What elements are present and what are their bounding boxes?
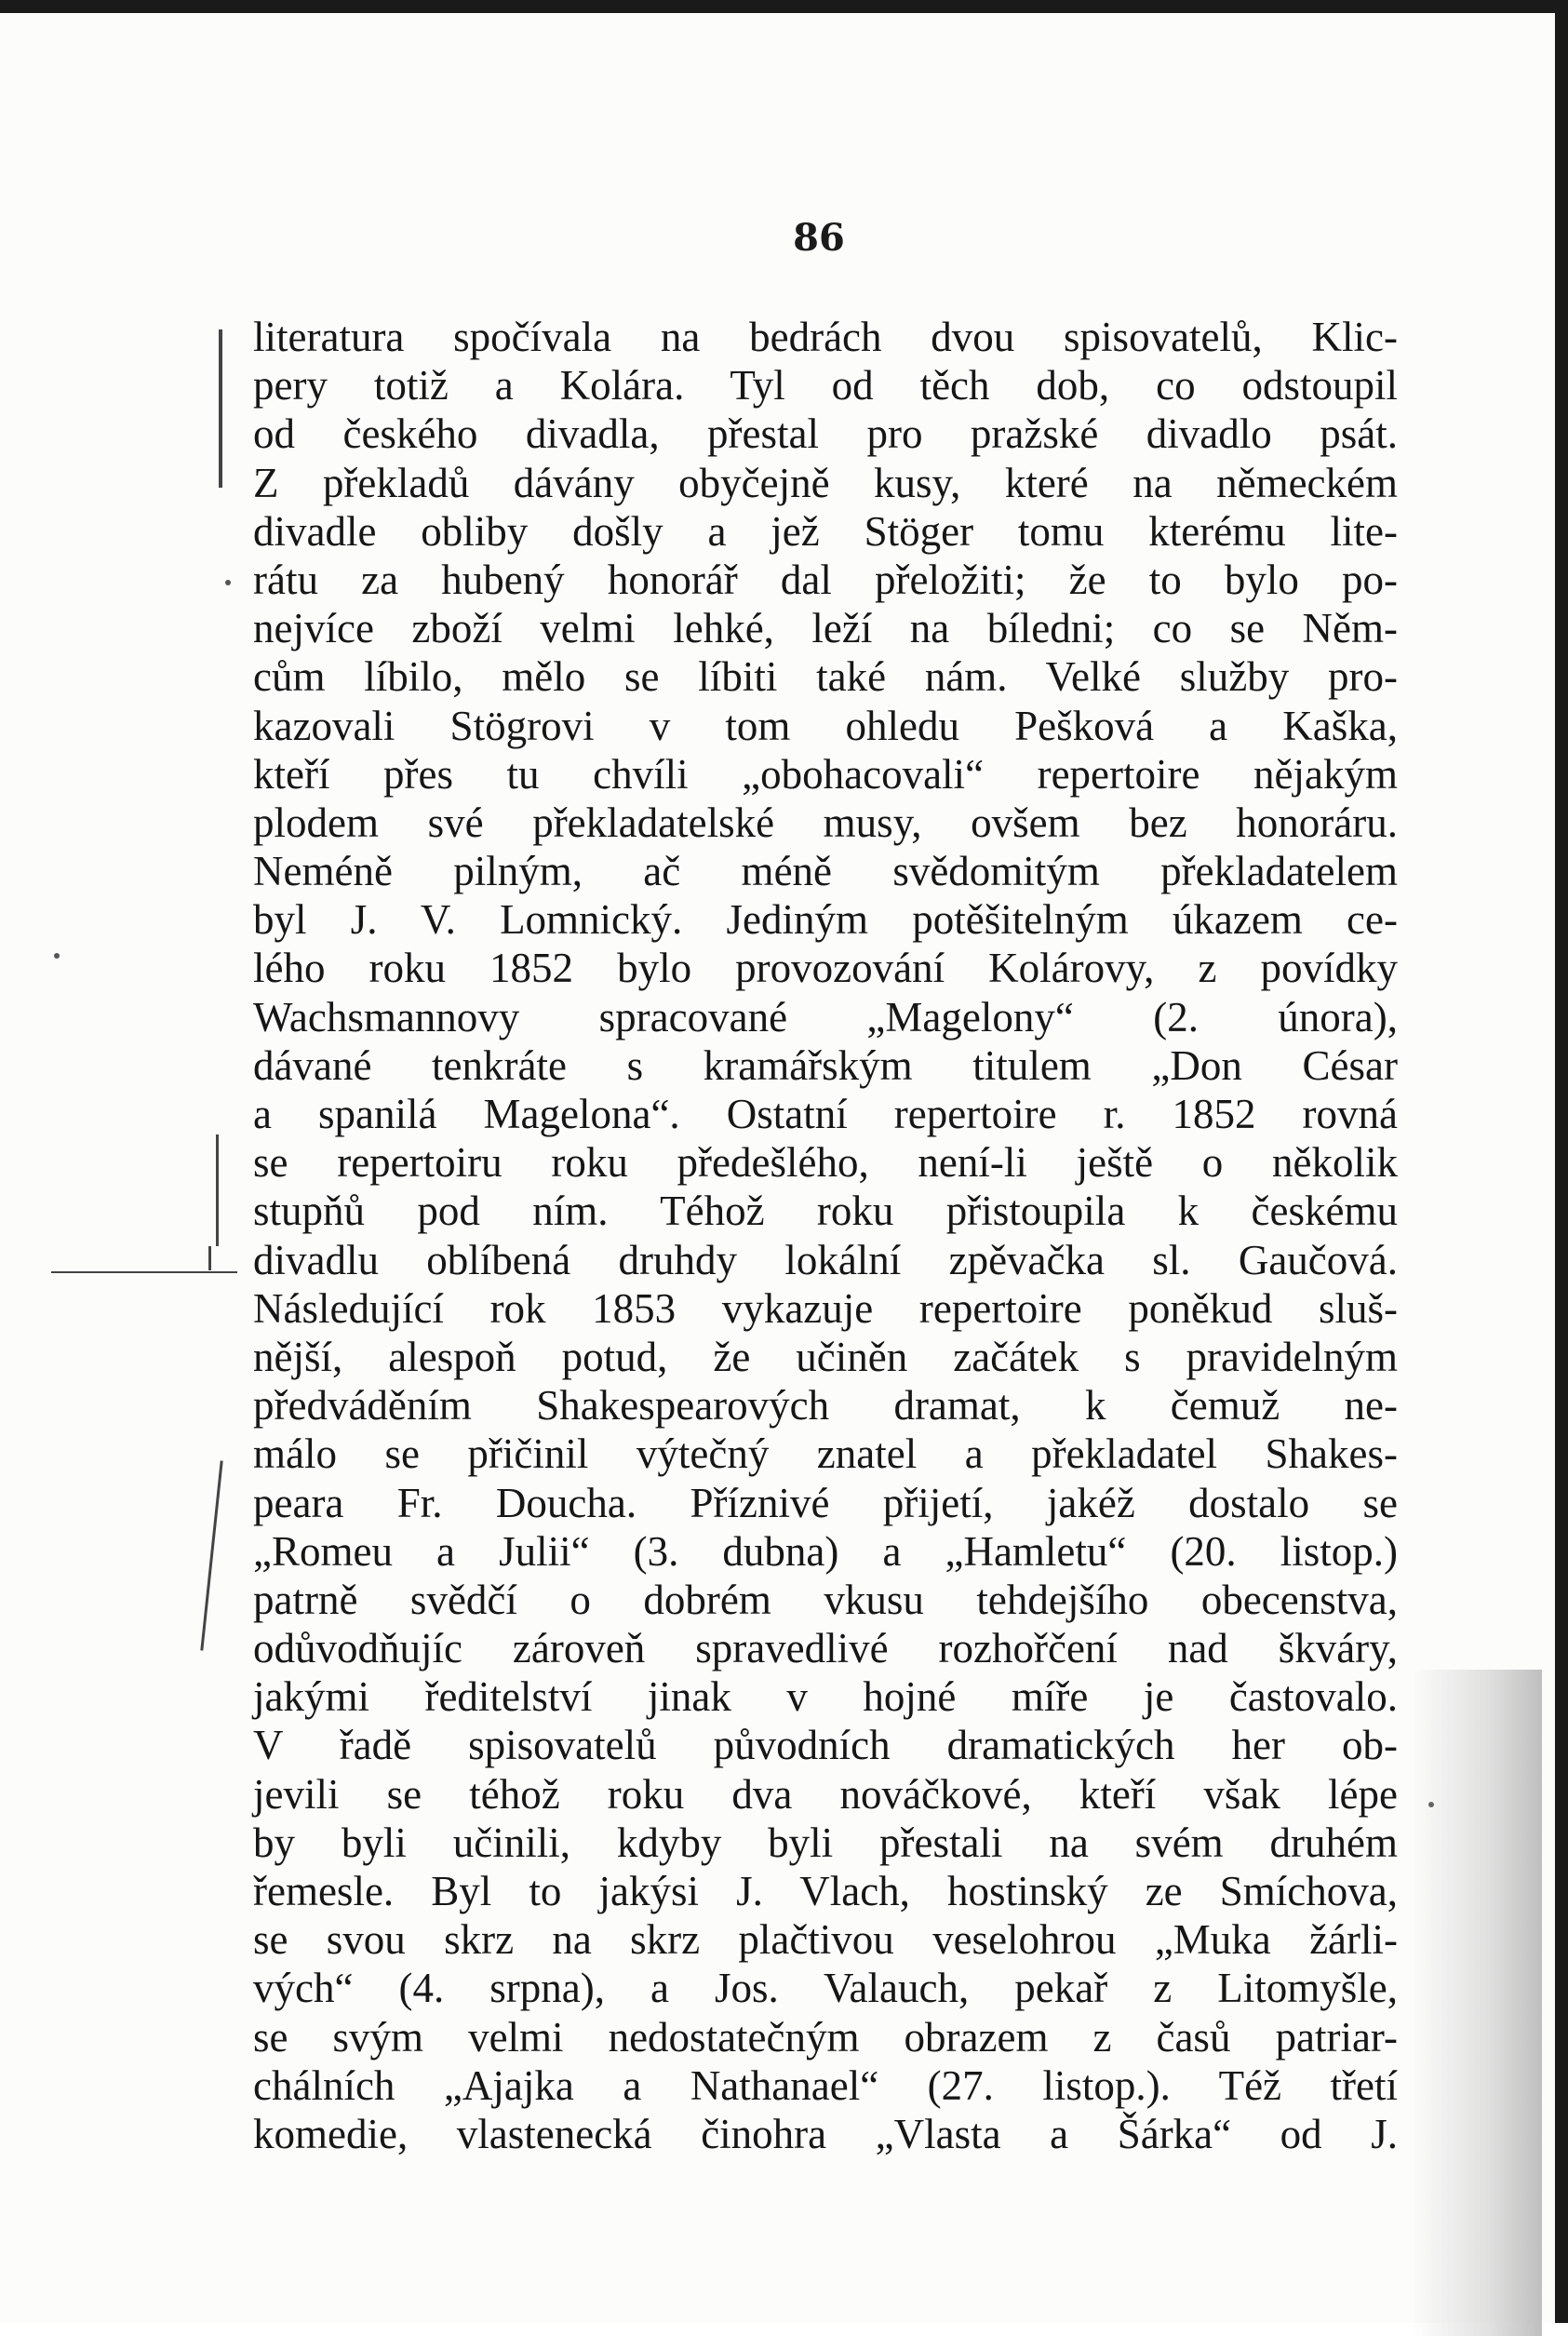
- text-line: Neméně pilným, ač méně svědomitým překladatelem: [253, 848, 1398, 895]
- speck: [54, 953, 60, 959]
- text-line: Wachsmannovy spracované „Magelony“ (2. února),: [253, 993, 1398, 1040]
- text-line: peara Fr. Doucha. Příznivé přijetí, jakéž dostalo se: [253, 1479, 1398, 1526]
- text-line: od českého divadla, přestal pro pražské divadlo psát.: [253, 410, 1398, 458]
- text-line: jakými ředitelství jinak v hojné míře je častovalo.: [253, 1673, 1398, 1721]
- text-line: chálních „Ajajka a Nathanael“ (27. listop.). Též třetí: [253, 2061, 1398, 2109]
- text-line: se repertoiru roku předešlého, není-li ještě o několik: [253, 1139, 1398, 1187]
- text-line: lého roku 1852 bylo provozování Kolárovy, z povídky: [253, 945, 1398, 992]
- text-line: „Romeu a Julii“ (3. dubna) a „Hamletu“ (20. listop.): [253, 1527, 1398, 1575]
- margin-mark: [208, 1246, 211, 1270]
- margin-mark: [51, 1271, 237, 1273]
- text-line: nejvíce zboží velmi lehké, leží na bíledni; co se Něm-: [253, 605, 1398, 652]
- text-line: rátu za hubený honorář dal přeložiti; že to bylo po-: [253, 556, 1398, 603]
- text-line: pery totiž a Kolára. Tyl od těch dob, co odstoupil: [253, 362, 1398, 409]
- text-line: odůvodňujíc zároveň spravedlivé rozhořčení nad škváry,: [253, 1625, 1398, 1672]
- text-line: řemesle. Byl to jakýsi J. Vlach, hostinský ze Smíchova,: [253, 1868, 1398, 1914]
- text-line: stupňů pod ním. Téhož roku přistoupila k českému: [253, 1188, 1398, 1235]
- text-line: se svým velmi nedostatečným obrazem z časů patriar-: [253, 2013, 1398, 2061]
- text-line: komedie, vlastenecká činohra „Vlasta a Šárka“ od J.: [253, 2110, 1398, 2157]
- text-line: Z překladů dávány obyčejně kusy, které na německém: [253, 459, 1398, 506]
- text-line: nější, alespoň potud, že učiněn začátek s pravidelným: [253, 1333, 1398, 1380]
- body-text: [253, 313, 1398, 2158]
- text-line: dávané tenkráte s kramářským titulem „Don César: [253, 1041, 1398, 1089]
- text-line: Následující rok 1853 vykazuje repertoire poněkud sluš-: [253, 1284, 1398, 1332]
- text-line: divadle obliby došly a jež Stöger tomu kterému lite-: [253, 507, 1398, 555]
- margin-mark: [200, 1460, 222, 1650]
- page-edge-shadow: [1412, 1670, 1542, 2336]
- text-line: málo se přičinil výtečný znatel a překladatel Shakes-: [253, 1430, 1398, 1478]
- text-line: V řadě spisovatelů původních dramatických her ob-: [253, 1722, 1398, 1769]
- text-line: jevili se téhož roku dva nováčkové, kteří však lépe: [253, 1770, 1398, 1818]
- text-line: a spanilá Magelona“. Ostatní repertoire r. 1852 rovná: [253, 1091, 1398, 1137]
- text-line: literatura spočívala na bedrách dvou spisovatelů, Klic-: [253, 314, 1398, 360]
- text-line: patrně svědčí o dobrém vkusu tehdejšího obecenstva,: [253, 1576, 1398, 1623]
- text-line: divadlu oblíbená druhdy lokální zpěvačka sl. Gaučová.: [253, 1236, 1398, 1283]
- page-number: 86: [793, 216, 845, 260]
- margin-mark: [216, 1134, 219, 1246]
- text-line: předváděním Shakespearových dramat, k čemuž ne-: [253, 1382, 1398, 1430]
- margin-mark: [219, 329, 222, 488]
- text-line: se svou skrz na skrz plačtivou veselohrou „Muka žárli-: [253, 1916, 1398, 1964]
- text-line: kteří přes tu chvíli „obohacovali“ repertoire nějakým: [253, 750, 1398, 798]
- text-line: byl J. V. Lomnický. Jediným potěšitelným úkazem ce-: [253, 896, 1398, 944]
- text-line: cům líbilo, mělo se líbiti také nám. Velké služby pro-: [253, 653, 1398, 701]
- speck: [225, 580, 231, 585]
- text-line: by byli učinili, kdyby byli přestali na svém druhém: [253, 1819, 1398, 1866]
- text-line: vých“ (4. srpna), a Jos. Valauch, pekař z Litomyšle,: [253, 1965, 1398, 2012]
- text-line: plodem své překladatelské musy, ovšem bez honoráru.: [253, 799, 1398, 846]
- text-line: kazovali Stögrovi v tom ohledu Pešková a Kaška,: [253, 702, 1398, 749]
